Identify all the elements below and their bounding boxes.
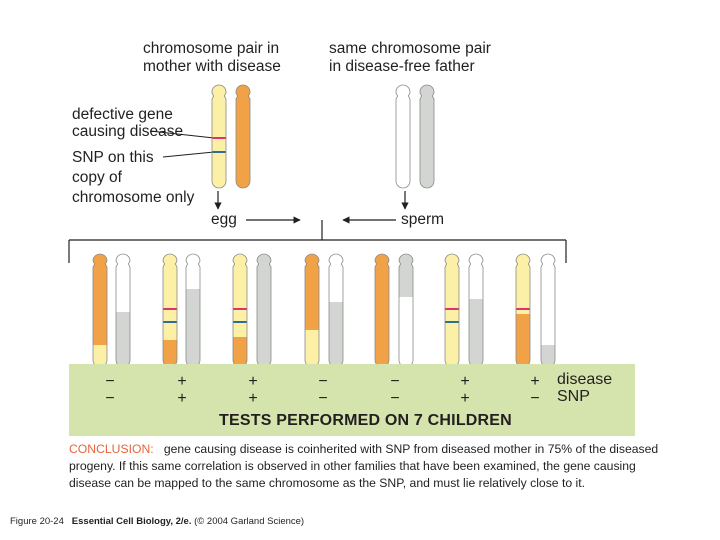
legend-disease: disease	[557, 371, 613, 388]
father-chromosome-1	[395, 80, 411, 200]
conclusion-text	[69, 441, 659, 492]
child-5-paternal-chromosome	[398, 250, 414, 370]
caption-figure: Figure 20-24	[10, 516, 64, 527]
conclusion-body: gene causing disease is coinherited with SNP from diseased mother in 75% of the diseased progeny. If this same correlation is observed in other families that have been examined, the gene causing disease can be mapped to the same chromosome as the SNP, and must lie relatively close to it.	[69, 442, 659, 490]
child-3-snp: +	[248, 390, 258, 407]
snp-label-line1: SNP on this	[72, 149, 154, 166]
child-6-paternal-chromosome	[468, 250, 484, 370]
child-6-disease: +	[460, 373, 470, 390]
egg-label: egg	[211, 211, 237, 228]
child-1-snp: −	[105, 390, 115, 407]
father-label-line1: same chromosome pair	[329, 40, 491, 57]
caption-book: Essential Cell Biology, 2/e.	[71, 516, 192, 527]
child-4-disease: −	[318, 373, 328, 390]
child-4-paternal-chromosome	[328, 250, 344, 370]
sperm-label: sperm	[401, 211, 445, 228]
child-4-snp: −	[318, 390, 328, 407]
child-2-maternal-chromosome	[162, 250, 178, 370]
child-1-disease: −	[105, 373, 115, 390]
defective-gene-label-line2: causing disease	[72, 123, 184, 140]
mother-label-line2: mother with disease	[143, 58, 281, 75]
child-2-snp: +	[177, 390, 187, 407]
child-3-disease: +	[248, 373, 258, 390]
child-6-snp: +	[460, 390, 470, 407]
snp-label-line2: copy of	[72, 169, 122, 186]
child-4-maternal-chromosome	[304, 250, 320, 370]
caption-credit: (© 2004 Garland Science)	[194, 516, 305, 527]
child-1-paternal-chromosome	[115, 250, 131, 370]
conclusion-heading: CONCLUSION:	[69, 442, 154, 456]
child-2-paternal-chromosome	[185, 250, 201, 370]
defective-gene-label-line1: defective gene	[72, 106, 173, 123]
child-2-disease: +	[177, 373, 187, 390]
child-7-maternal-chromosome	[515, 250, 531, 370]
child-3-maternal-chromosome	[232, 250, 248, 370]
child-5-maternal-chromosome	[374, 250, 390, 370]
father-chromosome-2	[419, 80, 435, 200]
child-6-maternal-chromosome	[444, 250, 460, 370]
snp-pointer	[163, 152, 214, 157]
father-label-line2: in disease-free father	[329, 58, 475, 75]
snp-label-line3: chromosome only	[72, 189, 195, 206]
child-7-snp: −	[530, 390, 540, 407]
figure-caption	[10, 516, 304, 527]
child-1-maternal-chromosome	[92, 250, 108, 370]
child-7-disease: +	[530, 373, 540, 390]
legend-snp: SNP	[557, 388, 590, 405]
child-7-paternal-chromosome	[540, 250, 556, 370]
mother-chromosome-diseased	[211, 80, 227, 200]
mother-chromosome-normal	[235, 80, 251, 200]
tests-label: TESTS PERFORMED ON 7 CHILDREN	[219, 412, 512, 429]
child-5-snp: −	[390, 390, 400, 407]
child-5-disease: −	[390, 373, 400, 390]
mother-label-line1: chromosome pair in	[143, 40, 280, 57]
child-3-paternal-chromosome	[256, 250, 272, 370]
